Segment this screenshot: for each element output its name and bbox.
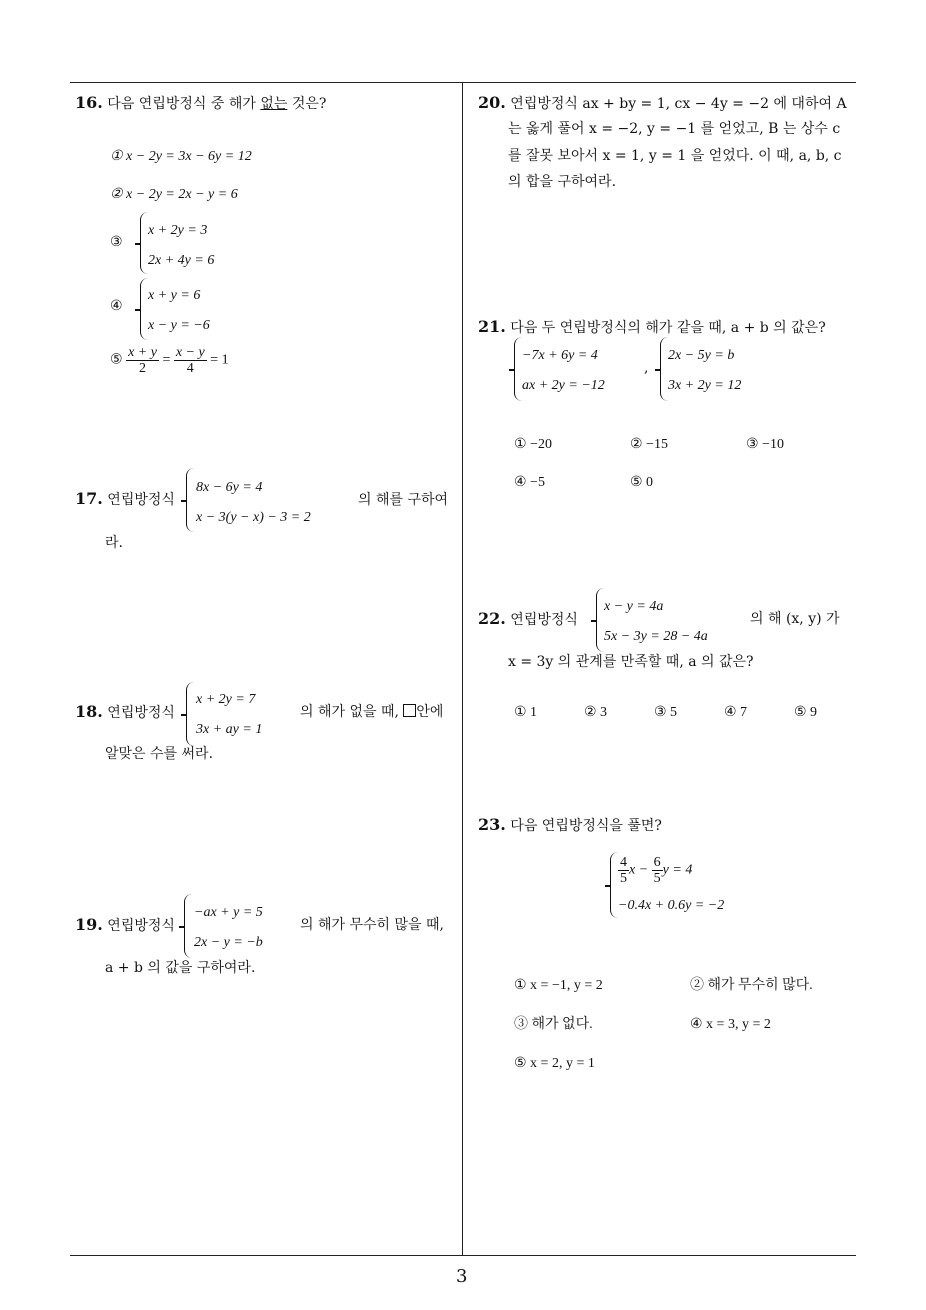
question-18-eq2: 3x + ay = 1 — [196, 722, 263, 737]
question-20-line3: 를 잘못 보아서 x = 1, y = 1 을 얻었다. 이 때, a, b, c — [508, 148, 842, 164]
question-22-eq1: x − y = 4a — [604, 599, 664, 614]
question-text: 다음 연립방정식 중 해가 — [107, 96, 261, 112]
option-1: ① x − 2y = 3x − 6y = 12 — [110, 149, 252, 164]
question-17-header — [75, 490, 175, 509]
question-19-line2: a + b 의 값을 구하여라. — [105, 960, 256, 976]
question-23-eq1 — [618, 855, 692, 886]
question-19-brace — [184, 894, 193, 958]
question-22-option-2: ② 3 — [584, 705, 608, 720]
page-number: 3 — [456, 1266, 468, 1287]
question-number: 23. — [478, 815, 506, 834]
question-21-s1-eq2: ax + 2y = −12 — [522, 378, 605, 393]
option-4-eq1: x + y = 6 — [148, 288, 201, 303]
question-text-end: 것은? — [287, 96, 327, 112]
underlined-word: 없는 — [260, 96, 288, 112]
question-20-text-1: 연립방정식 ax + by = 1, cx − 4y = −2 에 대하여 A — [510, 96, 847, 112]
question-21-header — [478, 318, 826, 337]
question-20-line1 — [478, 94, 847, 113]
question-22-line2: x = 3y 의 관계를 만족할 때, a 의 값은? — [508, 654, 754, 670]
question-18-tail-text-2: 안에 — [416, 704, 444, 720]
question-19-tail: 의 해가 무수히 많을 때, — [300, 917, 444, 933]
question-number: 17. — [75, 489, 103, 508]
question-number: 16. — [75, 93, 103, 112]
question-23-option-5: ⑤ x = 2, y = 1 — [514, 1056, 595, 1071]
question-21-option-3: ③ −10 — [746, 437, 784, 452]
question-21-s2-eq2: 3x + 2y = 12 — [668, 378, 742, 393]
question-20-line2: 는 옳게 풀어 x = −2, y = −1 를 얻었고, B 는 상수 c — [508, 121, 841, 137]
question-22-option-5: ⑤ 9 — [794, 705, 818, 720]
fraction-4-5: $\frac{4}{5}$ — [620, 855, 627, 886]
question-17-eq1: 8x − 6y = 4 — [196, 480, 263, 495]
question-22-eq2: 5x − 3y = 28 − 4a — [604, 629, 708, 644]
question-number: 19. — [75, 915, 103, 934]
question-20-line4: 의 합을 구하여라. — [508, 174, 617, 190]
question-23-option-2: ② 해가 무수히 많다. — [690, 978, 813, 993]
option-2: ② x − 2y = 2x − y = 6 — [110, 187, 238, 202]
question-23-header — [478, 816, 662, 835]
question-23-eq2: −0.4x + 0.6y = −2 — [618, 898, 725, 913]
question-23-text: 다음 연립방정식을 풀면? — [510, 818, 662, 834]
option-5-equals: = — [162, 352, 171, 368]
question-22-option-3: ③ 5 — [654, 705, 678, 720]
question-17-brace — [186, 468, 195, 532]
question-number: 20. — [478, 93, 506, 112]
question-21-option-2: ② −15 — [630, 437, 668, 452]
fraction-6-5: $\frac{6}{5}$ — [653, 855, 661, 886]
option-3-eq2: 2x + 4y = 6 — [148, 253, 215, 268]
question-19-eq1: −ax + y = 5 — [194, 905, 263, 920]
question-16-header — [75, 94, 326, 113]
question-22-header — [478, 610, 578, 629]
question-18-brace — [186, 682, 195, 746]
question-18-header — [75, 703, 175, 722]
question-label: 연립방정식 — [107, 918, 175, 934]
question-17-eq2: x − 3(y − x) − 3 = 2 — [196, 510, 311, 525]
question-19-eq2: 2x − y = −b — [194, 935, 263, 950]
question-21-comma: , — [644, 360, 649, 376]
question-21-option-1: ① −20 — [514, 437, 552, 452]
question-label: 연립방정식 — [107, 705, 175, 721]
question-21-s2-eq1: 2x − 5y = b — [668, 348, 735, 363]
question-21-s1-eq1: −7x + 6y = 4 — [522, 348, 598, 363]
question-18-tail-text: 의 해가 없을 때, — [300, 704, 399, 720]
question-21-option-4: ④ −5 — [514, 475, 545, 490]
option-4-eq2: x − y = −6 — [148, 318, 210, 333]
question-17-tail: 의 해를 구하여 — [358, 492, 449, 508]
question-number: 22. — [478, 609, 506, 628]
question-number: 18. — [75, 702, 103, 721]
option-3-eq1: x + 2y = 3 — [148, 223, 208, 238]
question-22-option-1: ① 1 — [514, 705, 538, 720]
blank-box — [403, 704, 416, 717]
question-18-line2: 알맞은 수를 써라. — [105, 746, 214, 762]
question-23-option-1: ① x = −1, y = 2 — [514, 978, 603, 993]
question-18-eq1: x + 2y = 7 — [196, 692, 256, 707]
question-17-line2: 라. — [105, 535, 123, 551]
question-18-tail — [300, 704, 443, 721]
question-21-option-5: ⑤ 0 — [630, 475, 654, 490]
bottom-rule — [70, 1255, 856, 1256]
option-5 — [110, 345, 229, 376]
question-22-option-4: ④ 7 — [724, 705, 748, 720]
option-5-tail: = 1 — [210, 352, 229, 368]
question-19-header — [75, 916, 175, 935]
eq1-end: y = 4 — [662, 862, 693, 878]
eq1-middle: x − — [629, 862, 649, 878]
option-5-mark: ⑤ — [110, 352, 123, 368]
option-3-mark: ③ — [110, 234, 123, 250]
question-22-tail: 의 해 (x, y) 가 — [750, 611, 840, 627]
question-label: 연립방정식 — [107, 492, 175, 508]
top-rule — [70, 82, 856, 83]
question-number: 21. — [478, 317, 506, 336]
question-21-text: 다음 두 연립방정식의 해가 같을 때, a + b 의 값은? — [510, 320, 826, 336]
column-divider — [462, 82, 463, 1255]
question-23-option-3: ③ 해가 없다. — [514, 1017, 593, 1032]
option-5-fraction-2: $\frac{x - y}{4}$ — [175, 345, 205, 376]
option-5-fraction-1: $\frac{x + y}{2}$ — [128, 345, 157, 376]
option-4-mark: ④ — [110, 298, 123, 314]
question-23-option-4: ④ x = 3, y = 2 — [690, 1017, 771, 1032]
question-label: 연립방정식 — [510, 612, 578, 628]
